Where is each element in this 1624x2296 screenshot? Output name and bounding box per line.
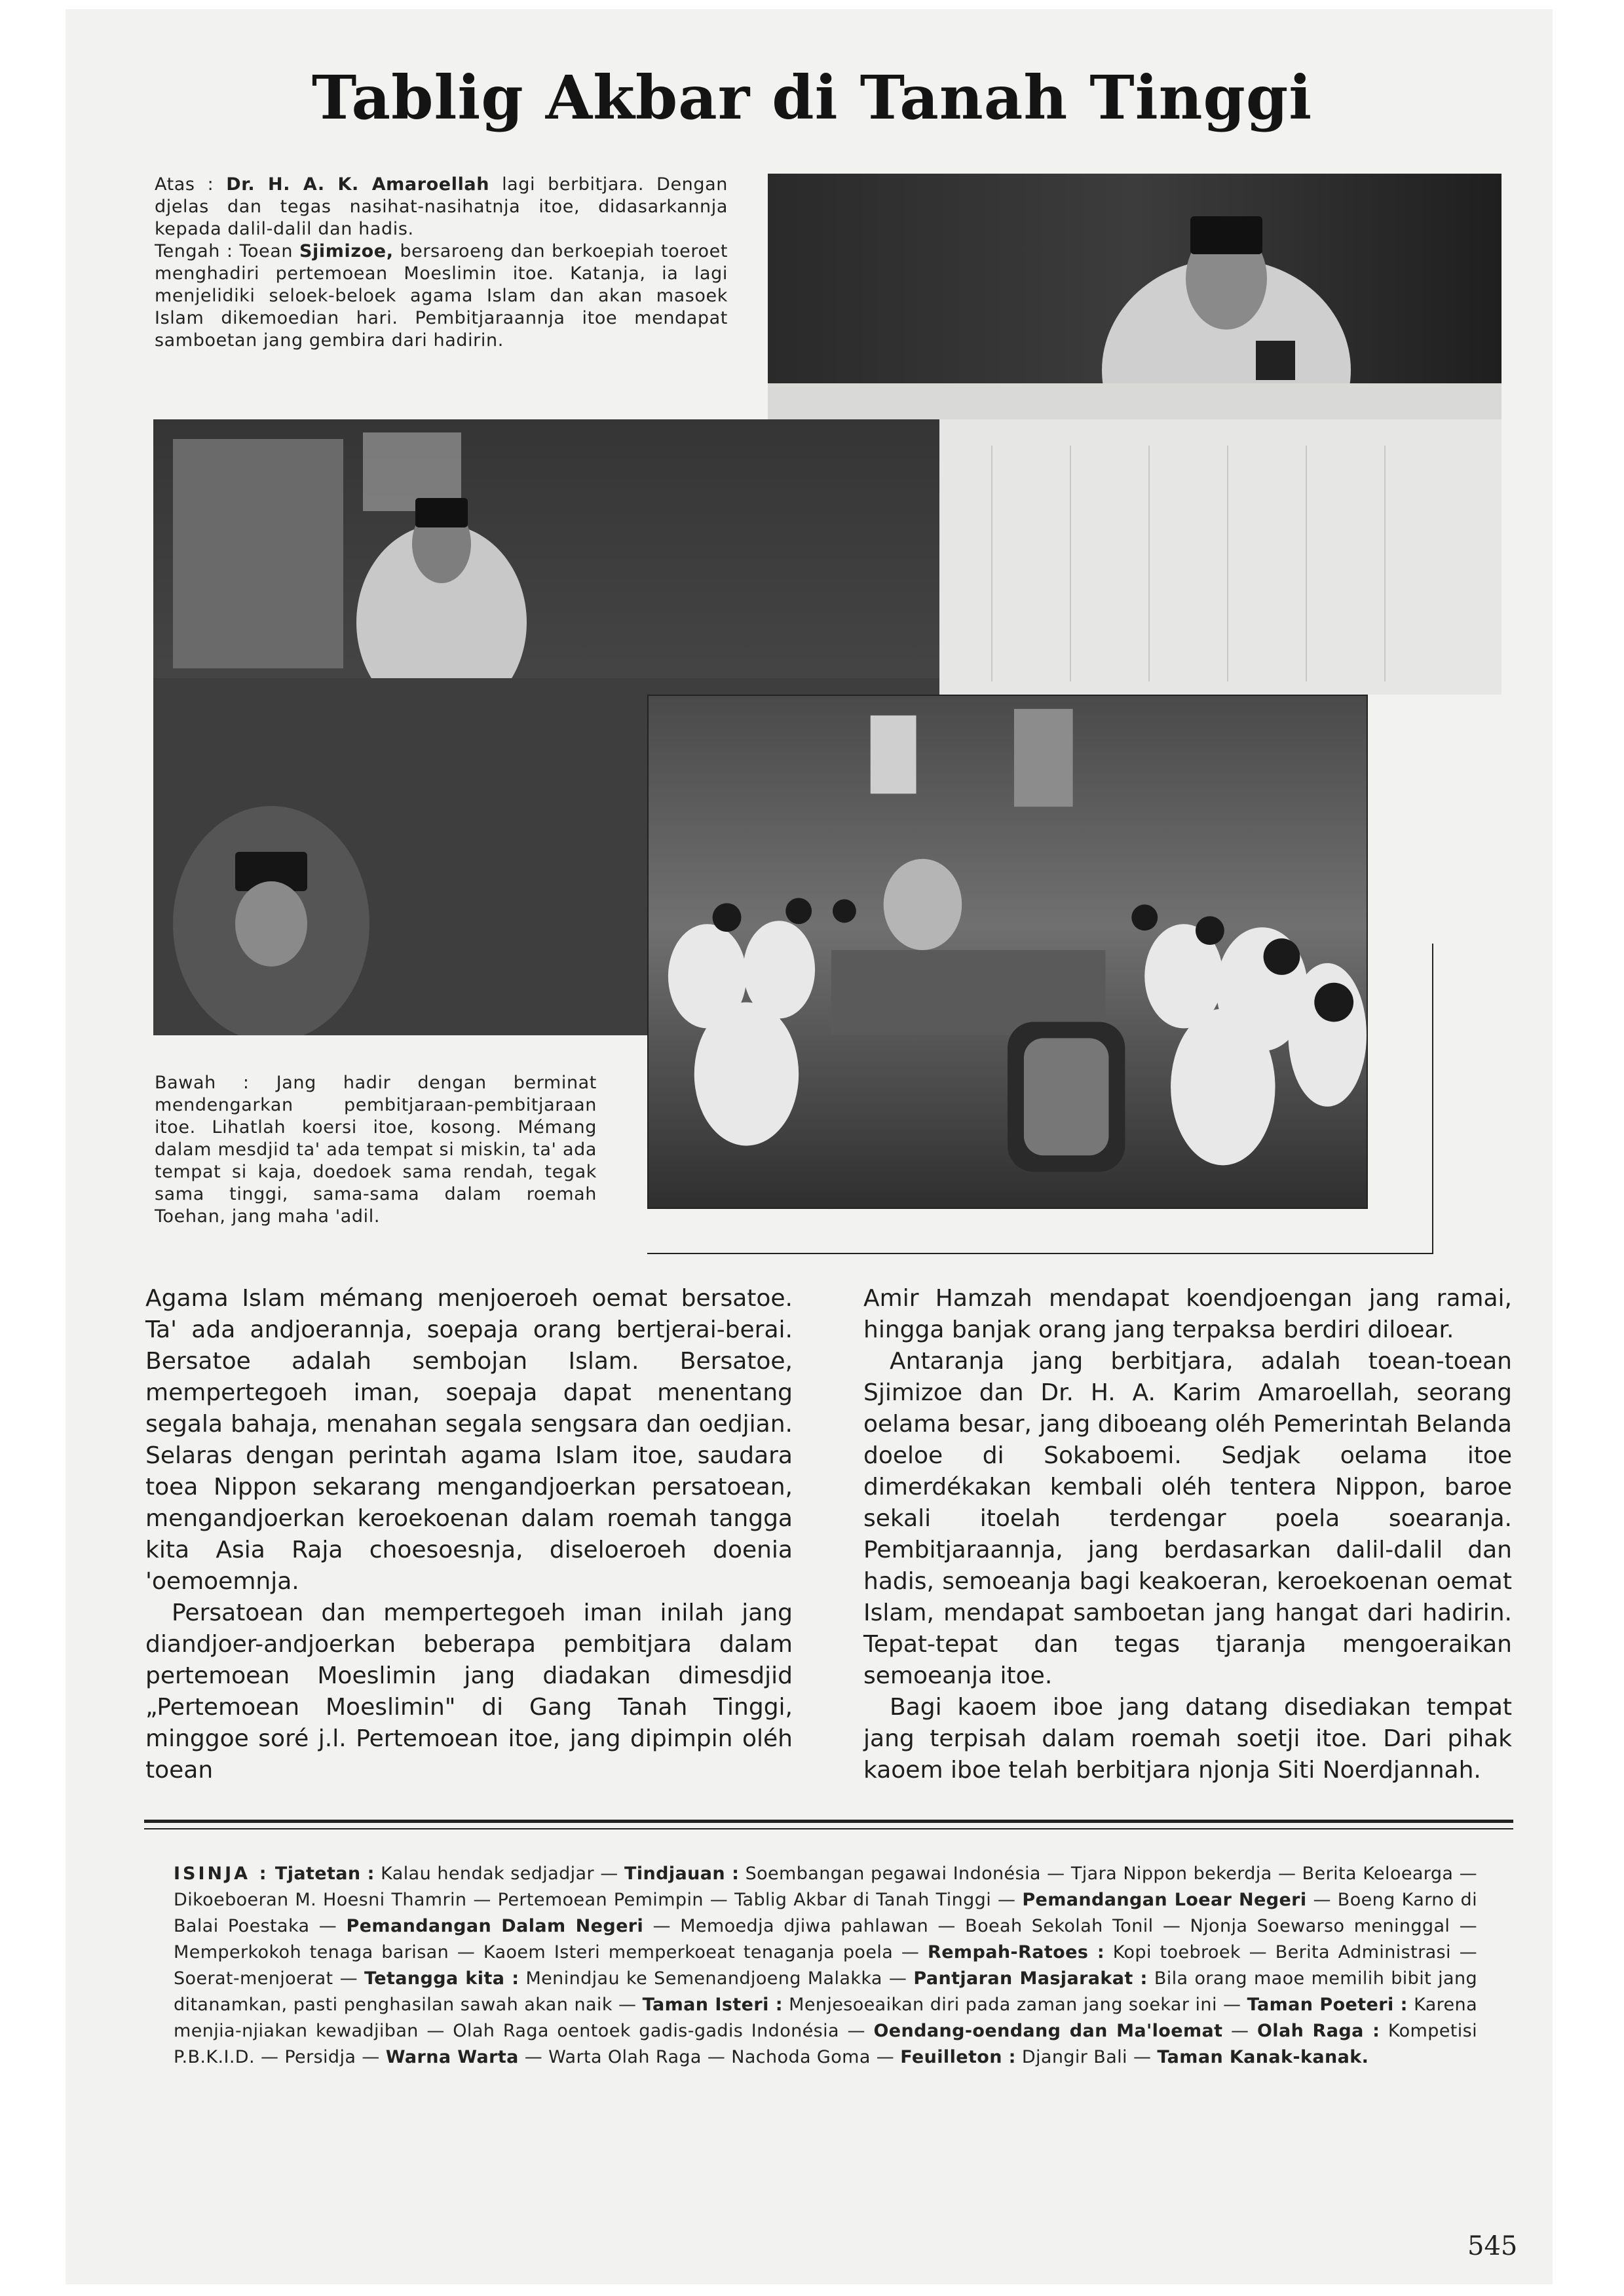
toc-label: ISINJA :: [174, 1864, 269, 1884]
caption-bawah-label: Bawah :: [155, 1073, 250, 1093]
toc-section-tjatetan: Tjatetan :: [274, 1864, 375, 1884]
toc-text-6: Menindjau ke Semenandjoeng Malakka —: [525, 1968, 907, 1989]
article-left-paragraph-2: Persatoean dan mempertegoeh iman inilah jang diandjoer-andjoerkan beberapa pembitjara dalam pertemoean Moeslimin jang diadakan dimesdjid „Pertemoean Moeslimin" di Gang Tanah Tinggi, minggoe soré j.l. Pertemoean itoe, jang dipimpin oléh toean: [145, 1599, 793, 1784]
toc-section-tetangga-kita: Tetangga kita :: [364, 1968, 519, 1989]
article-right-paragraph-3: Bagi kaoem iboe jang datang disediakan tempat jang terpisah dalam roemah soetji itoe. Dari pihak kaoem iboe telah berbitjara njonja Siti Noerdjannah.: [863, 1694, 1512, 1784]
photo-speaker-atas: [768, 174, 1501, 436]
toc-text-8: Menjesoeaikan diri pada zaman jang soekar ini —: [789, 1995, 1241, 2015]
toc-text-1: Kalau hendak sedjadjar —: [381, 1864, 618, 1884]
toc-section-rempah-ratoes: Rempah-Ratoes :: [928, 1942, 1105, 1962]
toc-section-oendang-oendang: Oendang-oendang dan Ma'loemat: [873, 2021, 1223, 2041]
caption-atas-name: Dr. H. A. K. Amaroellah: [226, 174, 490, 195]
toc-text-10: —: [1230, 2021, 1249, 2041]
toc-section-taman-poeteri: Taman Poeteri :: [1247, 1995, 1408, 2015]
toc-text-13: Djangir Bali —: [1021, 2047, 1152, 2067]
page-title: Tablig Akbar di Tanah Tinggi: [311, 62, 1313, 133]
article-column-right: [863, 1283, 1512, 1786]
caption-tengah-pre: Toean: [239, 241, 293, 261]
caption-bottom: [155, 1072, 597, 1228]
separator-rule-thin: [144, 1828, 1513, 1829]
toc-section-taman-isteri: Taman Isteri :: [642, 1995, 783, 2015]
photo-congregation: [647, 695, 1368, 1209]
toc-section-pemandangan-dalam: Pemandangan Dalam Negeri: [346, 1916, 644, 1936]
toc-text-5: Kopi toebroek — Berita Administrasi — Soerat-menjoerat —: [174, 1942, 1477, 1989]
separator-rule-thick: [144, 1820, 1513, 1823]
caption-atas-text: lagi berbitjara. Dengan djelas dan tegas nasihat-nasihatnja itoe, didasarkannja kepada dalil-dalil dan hadis.: [155, 174, 728, 239]
toc-text-7: Bila orang maoe memilih bibit jang ditanamkan, pasti penghasilan sawah akan naik —: [174, 1968, 1478, 2015]
toc-section-pantjaran-masjarakat: Pantjaran Masjarakat :: [913, 1968, 1148, 1989]
document-panel: [939, 419, 1501, 695]
caption-atas-label: Atas :: [155, 174, 214, 195]
article-right-paragraph-1: Amir Hamzah mendapat koendjoengan jang ramai, hingga banjak orang jang terpaksa berdiri diloear.: [863, 1285, 1512, 1343]
caption-tengah-label: Tengah :: [155, 241, 233, 261]
toc-section-feuilleton: Feuilleton :: [900, 2047, 1016, 2067]
toc-text-9: Karena menjia-njiakan kewadjiban — Olah Raga oentoek gadis-gadis Indonésia —: [174, 1995, 1478, 2041]
caption-rule-horizontal: [647, 1253, 1433, 1254]
toc-section-taman-kanak-kanak: Taman Kanak-kanak.: [1157, 2047, 1369, 2067]
toc-section-olah-raga: Olah Raga :: [1256, 2021, 1380, 2041]
toc-section-pemandangan-loear: Pemandangan Loear Negeri: [1022, 1890, 1307, 1910]
table-of-contents: [174, 1861, 1477, 2071]
caption-bawah-text: Jang hadir dengan berminat mendengarkan pembitjaraan-pembitjaraan itoe. Lihatlah koersi itoe, kosong. Mémang dalam mesdjid ta' ada tempat si miskin, ta' ada tempat si kaja, doedoek sama rendah, tegak sama tinggi, sama-sama dalam roemah Toehan, jang maha 'adil.: [155, 1073, 597, 1227]
caption-rule-vertical: [1432, 944, 1433, 1254]
caption-tengah-name: Sjimizoe,: [299, 241, 394, 261]
article-right-paragraph-2: Antaranja jang berbitjara, adalah toean-toean Sjimizoe dan Dr. H. A. Karim Amaroellah, seorang oelama besar, jang diboeang oléh Pemerintah Belanda doeloe di Sokaboemi. Sedjak oelama itoe dimerdékakan kembali oléh tentera Nippon, baroe sekali itoelah terdengar poela soearanja. Pembitjaraannja, jang berdasarkan dalil-dalil dan hadis, semoeanja bagi keakoeran, keroekoenan oemat Islam, mendapat samboetan jang hangat dari hadirin. Tepat-tepat dan tegas tjaranja mengoeraikan semoeanja itoe.: [863, 1348, 1512, 1689]
toc-section-warna-warta: Warna Warta: [385, 2047, 519, 2067]
toc-section-tindjauan: Tindjauan :: [624, 1864, 740, 1884]
toc-text-3: — Boeng Karno di Balai Poestaka —: [174, 1890, 1478, 1936]
toc-text-12: — Warta Olah Raga — Nachoda Goma —: [524, 2047, 895, 2067]
toc-text-11: Kompetisi P.B.K.I.D. — Persidja —: [174, 2021, 1477, 2067]
toc-text-4: — Memoedja djiwa pahlawan — Boeah Sekolah Tonil — Njonja Soewarso meninggal — Memperkokoh tenaga barisan — Kaoem Isteri memperkoeat tenaganja poela —: [174, 1916, 1478, 1962]
article-left-paragraph-1: Agama Islam mémang menjoeroeh oemat bersatoe. Ta' ada andjoerannja, soepaja orang bertjerai-berai. Bersatoe adalah sembojan Islam. Bersatoe, mempertegoeh iman, soepaja dapat menentang segala bahaja, menahan segala sengsara dan oedjian. Selaras dengan perintah agama Islam itoe, saudara toea Nippon sekarang mengandjoerkan persatoean, mengandjoerkan keroekoenan dalam roemah tangga kita Asia Raja choesoesnja, diseloeroeh doenia 'oemoemnja.: [145, 1285, 793, 1595]
caption-tengah-text: bersaroeng dan berkoepiah toeroet menghadiri pertemoean Moeslimin itoe. Katanja, ia lagi menjelidiki seloek-beloek agama Islam dan akan masoek Islam dikemoedian hari. Pembitjaraannja itoe mendapat samboetan jang gembira dari hadirin.: [155, 241, 728, 351]
page-number: 545: [1467, 2231, 1518, 2261]
toc-text-2: Soembangan pegawai Indonésia — Tjara Nippon bekerdja — Berita Keloearga — Dikoeboeran M. Hoesni Thamrin — Pertemoean Pemimpin — Tablig Akbar di Tanah Tinggi —: [174, 1864, 1477, 1910]
article-column-left: [145, 1283, 793, 1786]
caption-top: [155, 174, 728, 352]
